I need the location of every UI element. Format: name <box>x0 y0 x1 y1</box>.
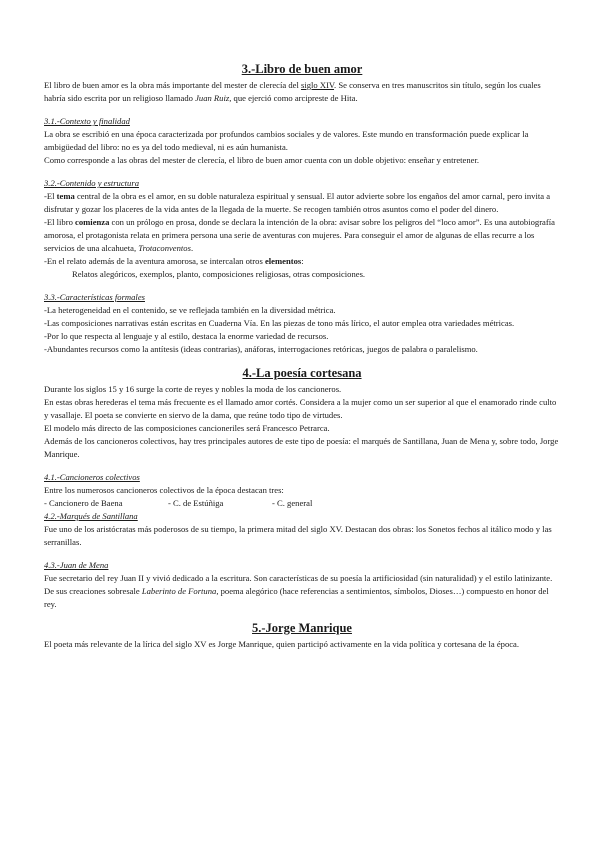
paragraph: Fue uno de los aristócratas más poderosos de su tiempo, la primera mitad del siglo XV. Destacan dos obras: los Sonetos fechos al itálico modo y las serranillas. <box>44 524 552 547</box>
intro-text: , que ejerció como arcipreste de Hita. <box>229 93 358 103</box>
character-name: Trotaconventos <box>138 243 191 253</box>
list-item: - C. general <box>272 498 313 508</box>
text: central de la obra es el amor, en su doble naturaleza espiritual y sensual. El autor advierte sobre los engaños del amor carnal, pero invita a disfrutar y gozar los placeres de la vida antes de la llegada de la muerte. Se recogen también otros asuntos como el poder del dinero. <box>44 191 551 214</box>
subsection-title-cancioneros: 4.1.-Cancioneros colectivos <box>44 472 140 482</box>
paragraph: Durante los siglos 15 y 16 surge la corte de reyes y nobles la moda de los cancioneros. <box>44 384 342 394</box>
paragraph: -La heterogeneidad en el contenido, se ve reflejada también en la diversidad métrica. <box>44 305 336 315</box>
paragraph: -Abundantes recursos como la antítesis (ideas contrarias), anáforas, interrogaciones retóricas, juegos de palabra o paralelismo. <box>44 344 478 354</box>
subsection-title-caracteristicas: 3.3.-Características formales <box>44 292 145 302</box>
paragraph <box>44 585 560 611</box>
paragraph: -Por lo que respecta al lenguaje y al estilo, destaca la enorme variedad de recursos. <box>44 331 329 341</box>
paragraph-indented: Relatos alegóricos, exemplos, planto, composiciones religiosas, otras composiciones. <box>72 269 366 279</box>
text: . <box>190 243 194 253</box>
text: De sus creaciones sobresale <box>44 586 142 596</box>
text: -El <box>44 191 57 201</box>
paragraph <box>44 190 560 216</box>
paragraph: En estas obras herederas el tema más frecuente es el llamado amor cortés. Considera a la mujer como un ser superior al que el enamorado rinde culto y vasallaje. El poeta se convierte en siervo de la dama, que reúne todo tipo de virtudes. <box>44 397 557 420</box>
paragraph: Fue secretario del rey Juan II y vivió dedicado a la escritura. Son características de su poesía la artificiosidad (sin naturalidad) y el estilo latinizante. <box>44 573 553 583</box>
paragraph: El poeta más relevante de la lírica del siglo XV es Jorge Manrique, quien participó activamente en la vida política y cortesana de la época. <box>44 639 520 649</box>
section-title-libro-buen-amor: 3.-Libro de buen amor <box>241 62 363 76</box>
work-title: Laberinto de Fortuna <box>141 586 217 596</box>
keyword: comienza <box>75 217 110 227</box>
intro-text: . Se conserva en tres manuscritos sin título, según los cuales habría sido escrita por un religioso llamado <box>44 80 541 103</box>
paragraph: Como corresponde a las obras del mester de clerecía, el libro de buen amor cuenta con un doble objetivo: enseñar y entretener. <box>44 155 480 165</box>
cancioneros-list <box>44 497 560 510</box>
subsection-title-juan-de-mena: 4.3.-Juan de Mena <box>44 560 109 570</box>
intro-text: El libro de buen amor es la obra más importante del mester de clerecía del <box>44 80 301 90</box>
subsection-title-santillana: 4.2.-Marqués de Santillana <box>44 511 138 521</box>
section-title-jorge-manrique: 5.-Jorge Manrique <box>252 621 352 635</box>
paragraph: El modelo más directo de las composiciones cancioneriles será Francesco Petrarca. <box>44 423 330 433</box>
paragraph <box>44 255 560 268</box>
paragraph: Entre los numerosos cancioneros colectivos de la época destacan tres: <box>44 485 284 495</box>
paragraph: La obra se escribió en una época caracterizada por profundos cambios sociales y de valores. Este mundo en transformación puede explicar la ambigüedad del libro: no es ya del todo medieval, ni es aún humanista. <box>44 129 529 152</box>
text: : <box>301 256 304 266</box>
list-item: - Cancionero de Baena <box>44 498 123 508</box>
intro-century: siglo XIV <box>301 80 335 90</box>
text: -El libro <box>44 217 76 227</box>
paragraph <box>44 216 560 255</box>
subsection-title-contexto: 3.1.-Contexto y finalidad <box>44 116 130 126</box>
text: -En el relato además de la aventura amorosa, se intercalan otros <box>44 256 265 266</box>
section-title-poesia-cortesana: 4.-La poesía cortesana <box>242 366 362 380</box>
paragraph: -Las composiciones narrativas están escritas en Cuaderna Vía. En las piezas de tono más lírico, el autor emplea otra variedades métricas. <box>44 318 515 328</box>
keyword: elementos <box>264 256 302 266</box>
text: , poema alegórico (hace referencias a sentimientos, símbolos, Dioses…) compuesto en honor del rey. <box>44 586 549 609</box>
document-content <box>44 62 560 651</box>
list-item: - C. de Estúñiga <box>168 498 224 508</box>
section-intro <box>44 79 560 105</box>
subsection-title-contenido: 3.2.-Contenido y estructura <box>44 178 139 188</box>
paragraph: Además de los cancioneros colectivos, hay tres principales autores de este tipo de poesía: el marqués de Santillana, Juan de Mena y, sobre todo, Jorge Manrique. <box>44 436 559 459</box>
keyword: tema <box>56 191 75 201</box>
text: con un prólogo en prosa, donde se declara la intención de la obra: avisar sobre los peligros del “loco amor”. Es una autobiografía amorosa, el protagonista relata en primera persona una serie de aventuras con mujeres. Para conseguir el amor de algunas de ellas recurre a los servicios de una alcahueta, <box>44 217 555 253</box>
intro-author: Juan Ruiz <box>195 93 230 103</box>
